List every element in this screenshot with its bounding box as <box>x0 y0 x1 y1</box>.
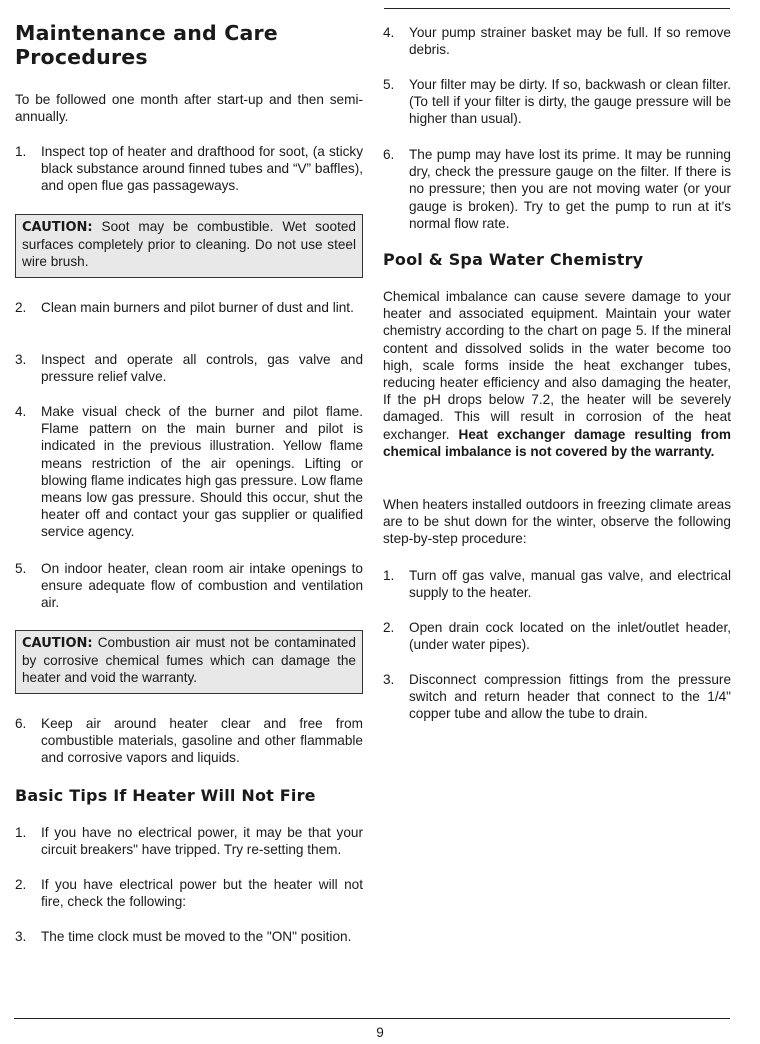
intro-paragraph: To be followed one month after start-up and then semi-annually. <box>15 92 363 125</box>
warranty-warning: Heat exchanger damage resulting from chemical imbalance is not covered by the warranty. <box>383 426 731 459</box>
list-number: 6. <box>15 716 27 731</box>
list-number: 1. <box>15 144 27 159</box>
list-number: 6. <box>383 147 395 162</box>
list-number: 3. <box>15 929 27 944</box>
list-text: Turn off gas valve, manual gas valve, and electrical supply to the heater. <box>409 568 731 601</box>
list-text: On indoor heater, clean room air intake openings to ensure adequate flow of combustion and ventilation air. <box>41 561 363 611</box>
list-number: 2. <box>383 620 395 635</box>
caution-text: Combustion air must not be contaminated by corrosive chemical fumes which can damage the heater and void the warranty. <box>22 635 356 686</box>
list-text: The time clock must be moved to the "ON" position. <box>41 929 352 944</box>
section-heading-maintenance <box>15 21 363 69</box>
list-number: 4. <box>15 404 27 419</box>
section-heading-water-chemistry: Pool & Spa Water Chemistry <box>383 250 644 269</box>
list-text: If you have no electrical power, it may be that your circuit breakers" have tripped. Try re-setting them. <box>41 825 363 858</box>
list-number: 5. <box>383 77 395 92</box>
list-text: If you have electrical power but the heater will not fire, check the following: <box>41 877 363 910</box>
caution-text: Soot may be combustible. Wet sooted surfaces completely prior to cleaning. Do not use steel wire brush. <box>22 219 356 270</box>
winter-paragraph: When heaters installed outdoors in freezing climate areas are to be shut down for the winter, observe the following step-by-step procedure: <box>383 497 731 547</box>
heading-line: Procedures <box>15 45 148 69</box>
list-number: 1. <box>383 568 395 583</box>
list-number: 2. <box>15 300 27 315</box>
list-number: 3. <box>15 352 27 367</box>
list-text: Inspect and operate all controls, gas valve and pressure relief valve. <box>41 352 363 385</box>
list-text: Disconnect compression fittings from the pressure switch and return header that connect to the 1/4" copper tube and allow the tube to drain. <box>409 672 731 722</box>
list-number: 5. <box>15 561 27 576</box>
list-text: Keep air around heater clear and free from combustible materials, gasoline and other flammable and corrosive vapors and liquids. <box>41 716 363 766</box>
list-text: Clean main burners and pilot burner of dust and lint. <box>41 300 354 315</box>
list-number: 3. <box>383 672 395 687</box>
top-rule <box>384 8 730 9</box>
heading-line: Maintenance and Care <box>15 21 278 45</box>
page-number: 9 <box>376 1025 384 1040</box>
caution-box <box>15 214 363 278</box>
list-text: The pump may have lost its prime. It may be running dry, check the pressure gauge on the filter. If there is no pressure; then you are not moving water (or your gauge is broken). Try to get the pump to run at it's normal flow rate. <box>409 147 731 231</box>
list-text: Your pump strainer basket may be full. If so remove debris. <box>409 25 731 58</box>
section-heading-tips: Basic Tips If Heater Will Not Fire <box>15 786 316 805</box>
list-text: Make visual check of the burner and pilot flame. Flame pattern on the main burner and pilot is indicated in the previous illustration. Yellow flame means restriction of the air openings. Lifting or blowing flame indicates high gas pressure. Low flame means low gas pressure. Should this occur, shut the heater off and contact your gas supplier or qualified service agency. <box>41 404 363 540</box>
list-number: 4. <box>383 25 395 40</box>
chemistry-text: Chemical imbalance can cause severe damage to your heater and associated equipment. Maintain your water chemistry according to the chart on page 5. If the mineral content and dissolved solids in the water become too high, scale forms inside the heat exchanger tubes, reducing heater efficiency and also damaging the heater, If the pH drops below 7.2, the heater will be severely damaged. This will result in corrosion of the heat exchanger. <box>383 289 731 442</box>
list-text: Your filter may be dirty. If so, backwash or clean filter. (To tell if your filter is dirty, the gauge pressure will be higher than usual). <box>409 77 731 127</box>
list-number: 2. <box>15 877 27 892</box>
chemistry-paragraph <box>383 288 731 460</box>
bottom-rule <box>14 1018 730 1019</box>
list-text: Inspect top of heater and drafthood for soot, (a sticky black substance around finned tubes and “V” baffles), and open flue gas passageways. <box>41 144 363 194</box>
list-item <box>15 143 363 195</box>
list-text: Open drain cock located on the inlet/outlet header, (under water pipes). <box>409 620 731 653</box>
caution-label: CAUTION: <box>22 220 93 235</box>
caution-label: CAUTION: <box>22 636 93 651</box>
list-number: 1. <box>15 825 27 840</box>
caution-box <box>15 630 363 694</box>
